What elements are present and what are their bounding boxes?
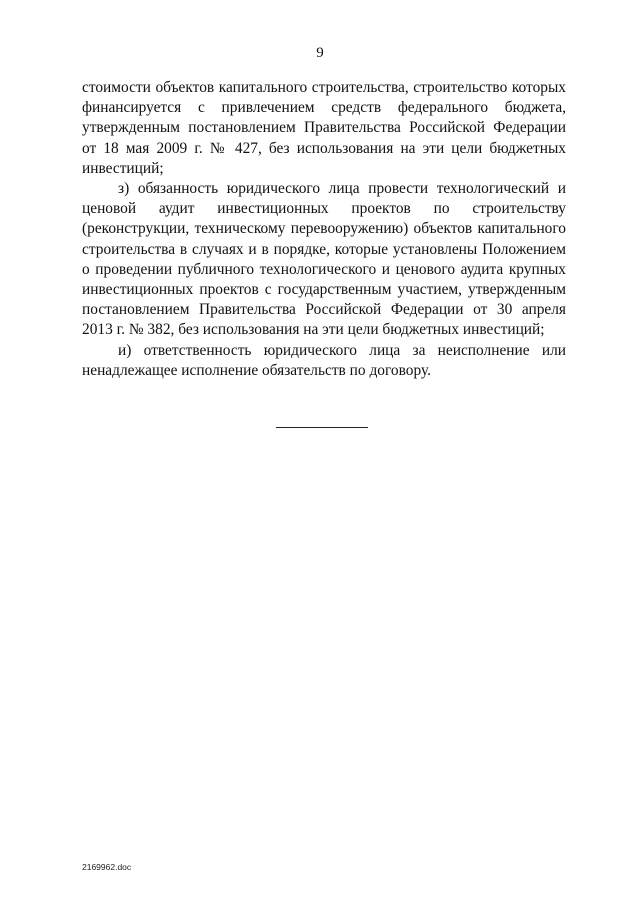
footer-doc-code: 2169962.doc (82, 862, 132, 872)
end-separator-line (276, 427, 368, 428)
document-body (82, 78, 566, 381)
paragraph-item-i: и) ответственность юридического лица за неисполнение или ненадлежащее исполнение обязательств по договору. (82, 341, 566, 379)
paragraph-item-z: з) обязанность юридического лица провести технологический и ценовой аудит инвестиционных проектов по строительству (реконструкции, техническому перевооружению) объектов капитального строительства в случаях и в порядке, которые установлены Положением о проведении публичного технологического и ценового аудита крупных инвестиционных проектов с государственным участием, утвержденным постановлением Правительства Российской Федерации от 30 апреля 2013 г. № 382, без использования на эти цели бюджетных инвестиций; (82, 180, 566, 339)
page-number: 9 (316, 45, 324, 61)
paragraph-continuation: стоимости объектов капитального строительства, строительство которых финансируется с привлечением средств федерального бюджета, утвержденным постановлением Правительства Российской Федерации от 18 мая 2009 г. № 427, без использования на эти цели бюджетных инвестиций; (82, 79, 566, 177)
